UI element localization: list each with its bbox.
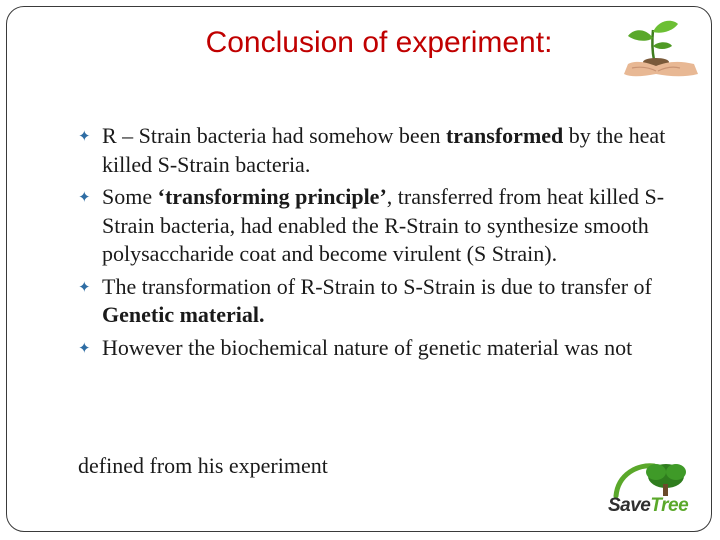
logo-text: SaveTree: [608, 495, 689, 516]
bullet-text: The transformation of R-Strain to S-Strain is due to transfer of Genetic material.: [102, 273, 652, 327]
bullet-text: Some ‘transforming principle’, transferred from heat killed S-Strain bacteria, had enabled the R-Strain to synthesize smooth polysaccharide coat and become virulent (S Strain).: [102, 184, 665, 266]
bullet-item: [76, 334, 686, 363]
slide-title: Conclusion of experiment:: [205, 26, 553, 59]
tree-icon: [608, 460, 694, 500]
bullet-marker-icon: ✦: [78, 277, 91, 296]
bullet-item: [76, 183, 686, 269]
trailing-line: defined from his experiment: [78, 453, 328, 478]
bullet-text: R – Strain bacteria had somehow been transformed by the heat killed S-Strain bacteria.: [102, 123, 666, 177]
bullet-marker-icon: ✦: [78, 188, 91, 206]
save-tree-logo: [608, 460, 694, 520]
bullet-text: However the biochemical nature of genetic material was not: [102, 334, 633, 360]
bullet-item: [76, 273, 686, 330]
plant-in-hands-icon: [622, 16, 700, 84]
bullet-item: [76, 122, 686, 179]
bullet-list: [76, 122, 686, 366]
bullet-marker-icon: ✦: [78, 127, 91, 145]
bullet-marker-icon: ✦: [78, 338, 91, 357]
